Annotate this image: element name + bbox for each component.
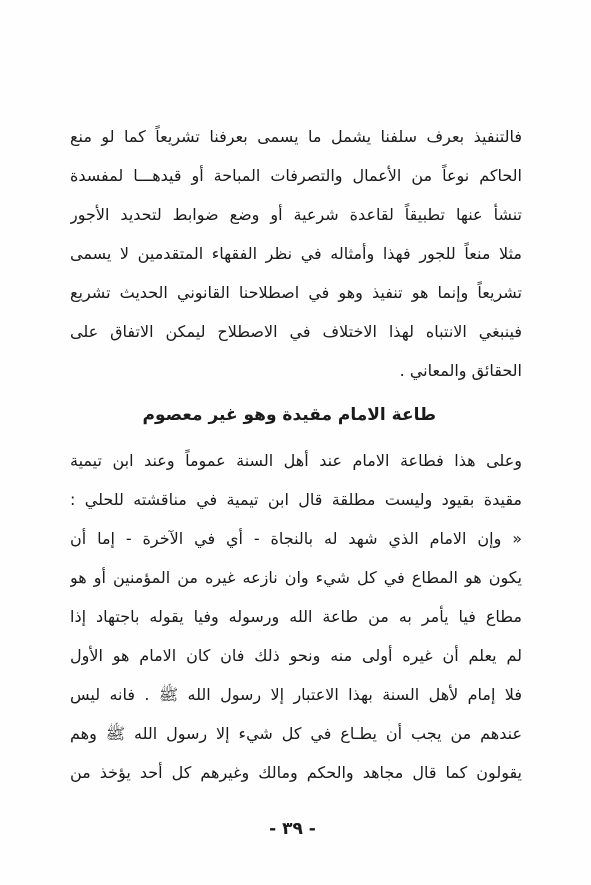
text-line: مطاع فيا يأمر به من طاعة الله ورسوله وفيا يقوله باجتهاد إذا: [70, 607, 522, 626]
text-line: يكون هو المطاع في كل شيء وان نازعه غيره من المؤمنين أو هو: [70, 568, 522, 587]
paragraph-1: [70, 117, 522, 390]
text-line: عندهم من يجب أن يطـاع في كل شيء إلا رسول الله ﷺ وهم: [70, 724, 522, 743]
text-line: فالتنفيذ بعرف سلفنا يشمل ما يسمى بعرفنا تشريعاً كما لو منع: [70, 127, 522, 146]
text-line: الحاكم نوعاً من الأعمال والتصرفات المباحة أو قيدهـــا لمفسدة: [70, 166, 522, 185]
section-heading: طاعة الامام مقيدة وهو غير معصوم: [142, 405, 436, 425]
text-line: فلا إمام لأهل السنة بهذا الاعتبار إلا رسول الله ﷺ . فانه ليس: [70, 685, 522, 704]
page-number: - ٣٩ -: [269, 819, 316, 839]
text-line: الحقائق والمعاني .: [399, 361, 522, 380]
text-line: وعلى هذا فطاعة الامام عند أهل السنة عموماً وعند ابن تيمية: [70, 451, 522, 470]
text-line: تشريعاً وإنما هو تنفيذ وهو في اصطلاحنا القانوني الحديث تشريع: [70, 283, 522, 302]
text-line: « وإن الامام الذي شهد له بالنجاة - أي في الآخرة - إما أن: [70, 529, 522, 548]
text-line: تنشأ عنها تطبيقاً لقاعدة شرعية أو وضع ضوابط لتحديد الأجور: [70, 205, 522, 224]
text-line: فينبغي الانتباه لهذا الاختلاف في الاصطلاح ليمكن الاتفاق على: [70, 322, 522, 341]
text-line: مثلا منعاً للجور فهذا وأمثاله في نظر الفقهاء المتقدمين لا يسمى: [70, 244, 522, 263]
text-line: يقولون كما قال مجاهد والحكم ومالك وغيرهم كل أحد يؤخذ من: [70, 763, 522, 782]
text-line: لم يعلم أن غيره أولى منه ونحو ذلك فان كان الامام هو الأول: [70, 646, 522, 665]
text-line: مقيدة بقيود وليست مطلقة قال ابن تيمية في مناقشته للحلي :: [70, 490, 522, 509]
paragraph-2: [70, 441, 522, 792]
